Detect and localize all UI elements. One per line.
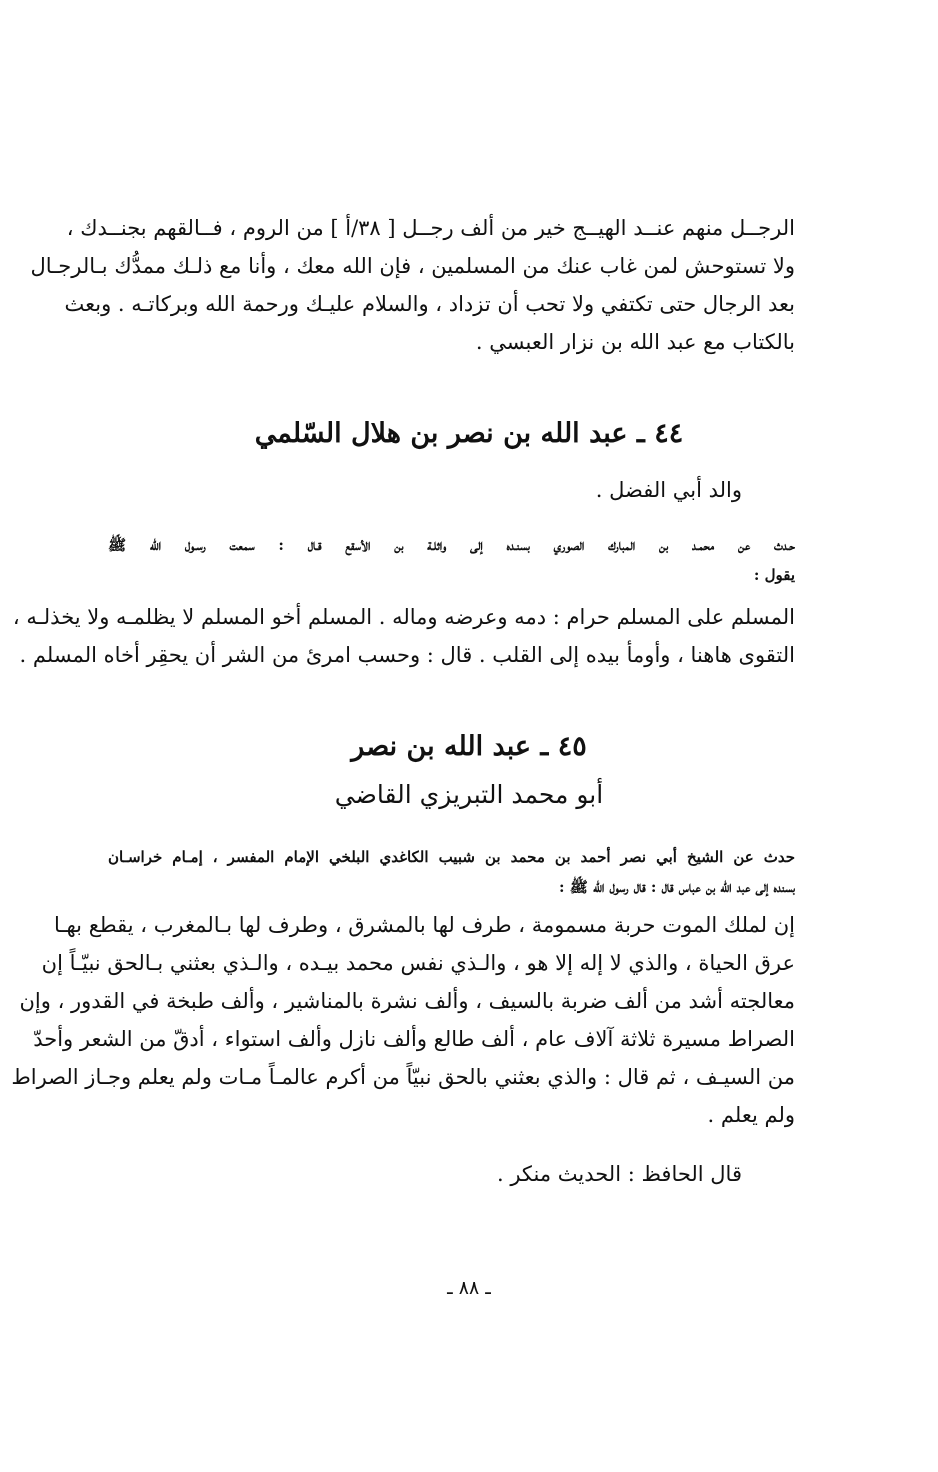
entry-44-hadith bbox=[12, 598, 795, 674]
entry-45-heading: ٤٥ ـ عبد الله بن نصر bbox=[351, 731, 587, 762]
text-line: المسلم على المسلم حرام : دمه وعرضه وماله . المسلم أخو المسلم لا يظلمـه ولا يخذلـه ، bbox=[12, 605, 795, 629]
intro-paragraph bbox=[30, 209, 795, 361]
text-line: يقول : bbox=[753, 566, 795, 584]
text-line: عرق الحياة ، والذي لا إله إلا هو ، والـذي نفس محمد بيـده ، والـذي بعثني بـالحق نبيّـاً إن bbox=[41, 951, 795, 975]
text-line: بعد الرجال حتى تكتفي ولا تحب أن تزداد ، والسلام عليـك ورحمة الله وبركاتـه . وبعث bbox=[64, 292, 795, 316]
text-line: من السيـف ، ثم قال : والذي بعثني بالحق نبيّاً من أكرم عالمـاً مـات ولم يعلم وجـاز الصراط bbox=[11, 1065, 795, 1089]
text-line: ولم يعلم . bbox=[707, 1103, 795, 1127]
entry-45-subheading: أبو محمد التبريزي القاضي bbox=[334, 780, 604, 809]
text-line: معالجته أشد من ألف ضربة بالسيف ، وألف نشرة بالمناشير ، وألف طبخة في القدور ، وإن bbox=[19, 989, 795, 1013]
text-line: ولا تستوحش لمن غاب عنك من المسلمين ، فإن الله معك ، وأنا مع ذلـك ممدُّك بـالرجـال bbox=[30, 254, 795, 278]
page-number: ـ ٨٨ ـ bbox=[447, 1277, 491, 1299]
text-line: إن لملك الموت حربة مسمومة ، طرف لها بالمشرق ، وطرف لها بـالمغرب ، يقطع بهـا bbox=[53, 913, 795, 937]
text-line: الرجــل منهم عنــد الهيــج خير من ألف رجــل [ ٣٨/أ ] من الروم ، فــالقهم بجنــدك ، bbox=[66, 216, 795, 240]
text-line: حـدث عن محمـد بن المبارك الصوري بسنـده إلى واثلـة بن الأسقع قـال : سمعت رسـول الله ﷺ bbox=[108, 536, 795, 554]
entry-44-isnad bbox=[108, 530, 795, 590]
entry-45-isnad bbox=[108, 842, 795, 902]
text-line: التقوى هاهنا ، وأومأ بيده إلى القلب . قال : وحسب امرئ من الشر أن يحقِر أخاه المسلم . bbox=[19, 643, 795, 667]
text-line: بالكتاب مع عبد الله بن نزار العبسي . bbox=[475, 330, 795, 354]
text-line: الصراط مسيرة ثلاثة آلاف عام ، ألف طالع وألف نازل وألف استواء ، أدقّ من الشعر وأحدّ bbox=[33, 1027, 795, 1051]
entry-44-heading: ٤٤ ـ عبد الله بن نصر بن هلال السّلمي bbox=[254, 418, 684, 449]
text-line: حدث عن الشيخ أبي نصر أحمد بن محمد بن شبيب الكاغدي البلخي الإمام المفسر ، إمـام خراسـان bbox=[108, 848, 795, 866]
text-line: بسنده إلى عبد الله بن عباس قال : قال رسول الله ﷺ : bbox=[558, 878, 795, 896]
entry-45-verdict: قال الحافظ : الحديث منكر . bbox=[496, 1162, 742, 1186]
entry-44-description: والد أبي الفضل . bbox=[595, 478, 742, 502]
entry-45-hadith bbox=[11, 906, 795, 1134]
